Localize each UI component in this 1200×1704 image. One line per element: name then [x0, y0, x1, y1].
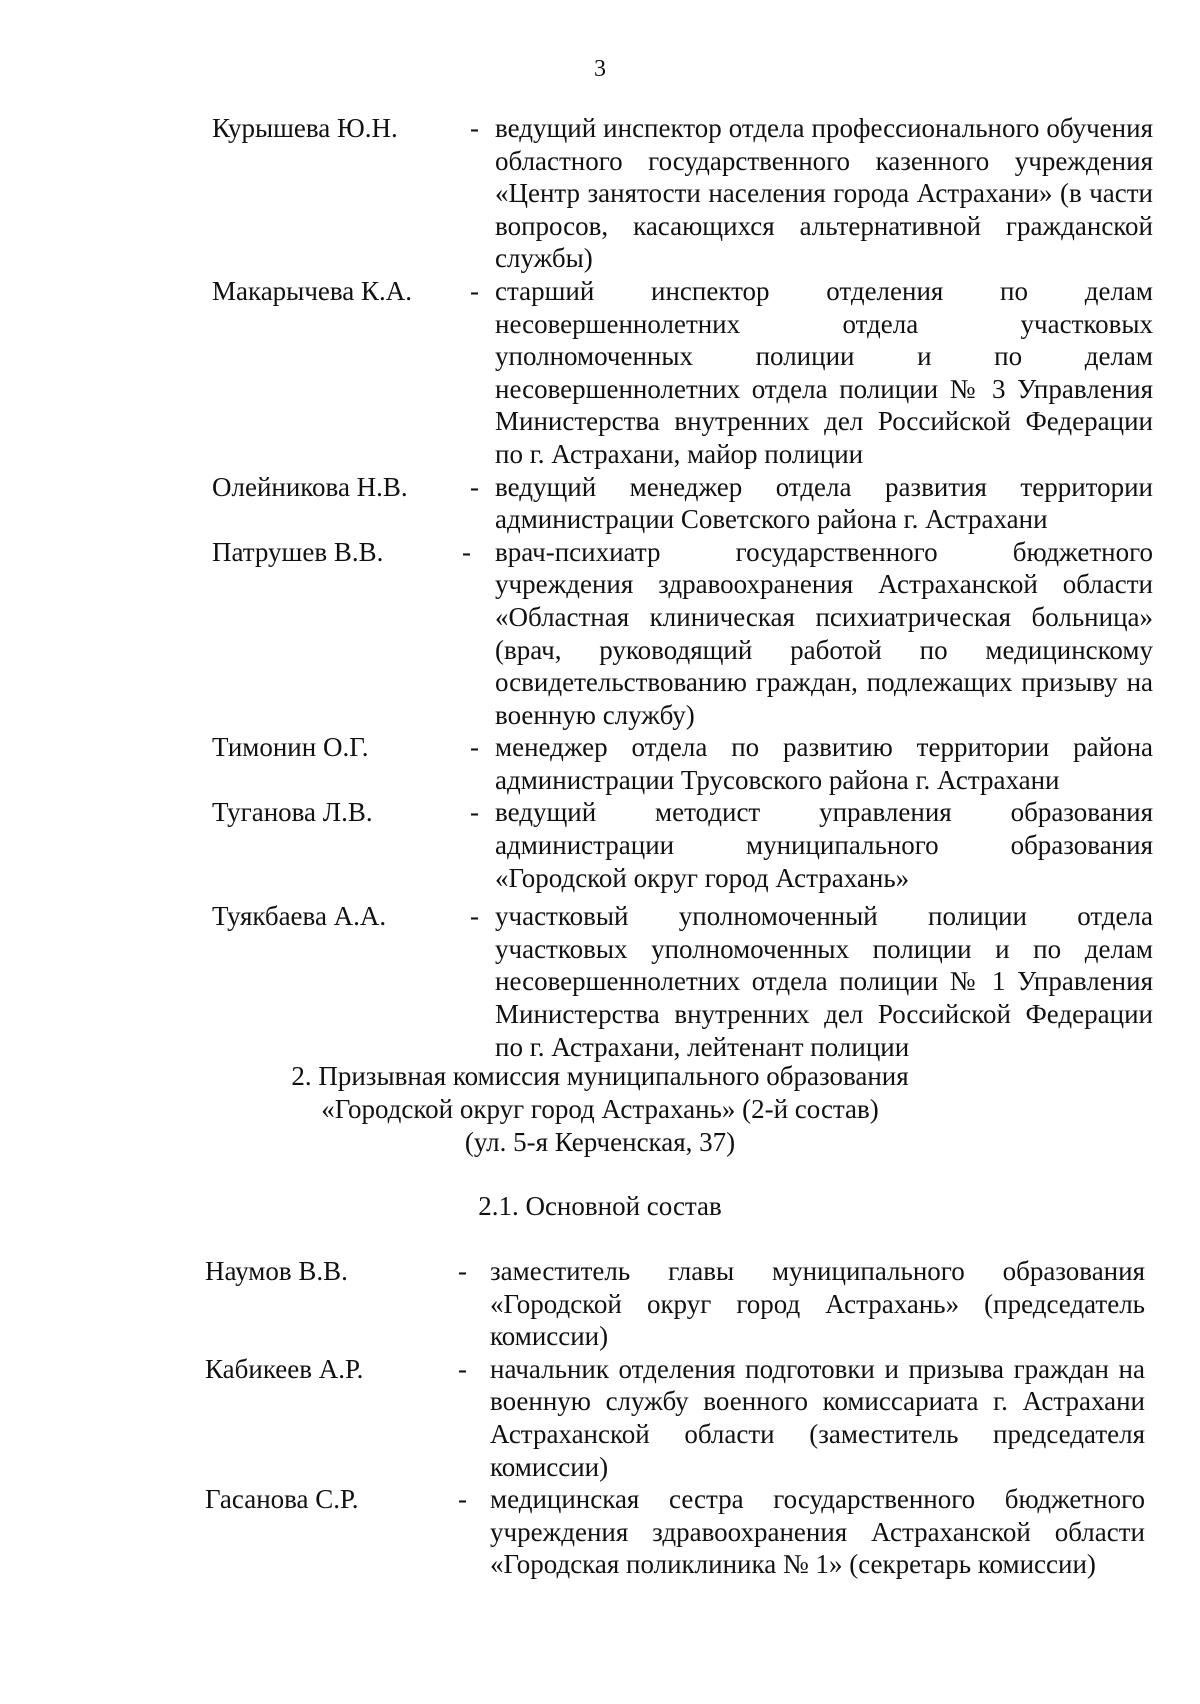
section2-title-line2: «Городской округ город Астрахань» (2-й состав): [321, 1094, 879, 1124]
member-entry: [0, 796, 1200, 894]
member-name: Макарычева К.А.: [212, 275, 413, 306]
member-name: Гасанова С.Р.: [205, 1484, 359, 1515]
dash-separator: -: [470, 901, 479, 932]
dash-separator: -: [470, 471, 479, 502]
page-number: 3: [594, 56, 606, 82]
member-entry: [0, 1353, 1200, 1483]
member-entry: [0, 471, 1200, 536]
subsection-title: 2.1. Основной состав: [478, 1191, 722, 1221]
section2-member-list: [0, 1255, 1200, 1581]
member-name: Туганова Л.В.: [212, 797, 373, 828]
member-entry: [0, 112, 1200, 275]
member-description: менеджер отдела по развитию территории района администрации Трусовского района г. Астрахани: [495, 732, 1153, 795]
section2-address: (ул. 5-я Керченская, 37): [464, 1127, 736, 1157]
member-description: медицинская сестра государственного бюджетного учреждения здравоохранения Астраханской области «Городская поликлиника № 1» (секретарь комиссии): [490, 1484, 1145, 1580]
member-entry: [0, 900, 1200, 1063]
dash-separator: -: [470, 275, 479, 306]
member-name: Кабикеев А.Р.: [205, 1353, 364, 1384]
member-name: Наумов В.В.: [205, 1256, 348, 1286]
member-name: Олейникова Н.В.: [212, 471, 408, 502]
member-name: Патрушев В.В.: [212, 536, 384, 567]
member-entry: [0, 1255, 1200, 1353]
member-description: врач-психиатр государственного бюджетного учреждения здравоохранения Астраханской области «Областная клиническая психиатрическая больница» (врач, руководящий работой по медицинскому освидетельствованию граждан, подлежащих призыву на военную службу): [495, 536, 1153, 730]
member-description: участковый уполномоченный полиции отдела участковых уполномоченных полиции и по делам несовершеннолетних отдела полиции № 1 Управления Министерства внутренних дел Российской Федерации по г. Астрахани, лейтенант полиции: [495, 901, 1153, 1062]
member-description: ведущий менеджер отдела развития территории администрации Советского района г. Астрахани: [495, 471, 1153, 535]
dash-separator: -: [458, 1353, 467, 1384]
member-entry: [0, 275, 1200, 471]
member-name: Туякбаева А.А.: [212, 901, 387, 932]
dash-separator: -: [462, 536, 471, 567]
member-name: Тимонин О.Г.: [212, 732, 369, 763]
dash-separator: -: [470, 797, 479, 828]
member-description: начальник отделения подготовки и призыва граждан на военную службу военного комиссариата г. Астрахани Астраханской области (заместитель председателя комиссии): [490, 1353, 1145, 1482]
member-description: ведущий методист управления образования администрации муниципального образования «Городской округ город Астрахань»: [495, 797, 1153, 893]
member-entry: [0, 1483, 1200, 1581]
dash-separator: -: [470, 113, 479, 143]
member-name: Курышева Ю.Н.: [212, 113, 398, 143]
member-entry: [0, 731, 1200, 796]
section1-member-list: [0, 112, 1200, 1063]
dash-separator: -: [458, 1256, 467, 1286]
member-description: старший инспектор отделения по делам несовершеннолетних отдела участковых уполномоченных полиции и по делам несовершеннолетних отдела полиции № 3 Управления Министерства внутренних дел Российской Федерации по г. Астрахани, майор полиции: [495, 275, 1153, 469]
member-description: заместитель главы муниципального образования «Городской округ город Астрахань» (председатель комиссии): [490, 1256, 1145, 1352]
member-entry: [0, 536, 1200, 732]
section2-title-line1: 2. Призывная комиссия муниципального образования: [291, 1061, 909, 1091]
member-description: ведущий инспектор отдела профессионального обучения областного государственного казенного учреждения «Центр занятости населения города Астрахани» (в части вопросов, касающихся альтернативной гражданской службы): [495, 113, 1153, 274]
dash-separator: -: [458, 1484, 467, 1515]
dash-separator: -: [470, 732, 479, 763]
